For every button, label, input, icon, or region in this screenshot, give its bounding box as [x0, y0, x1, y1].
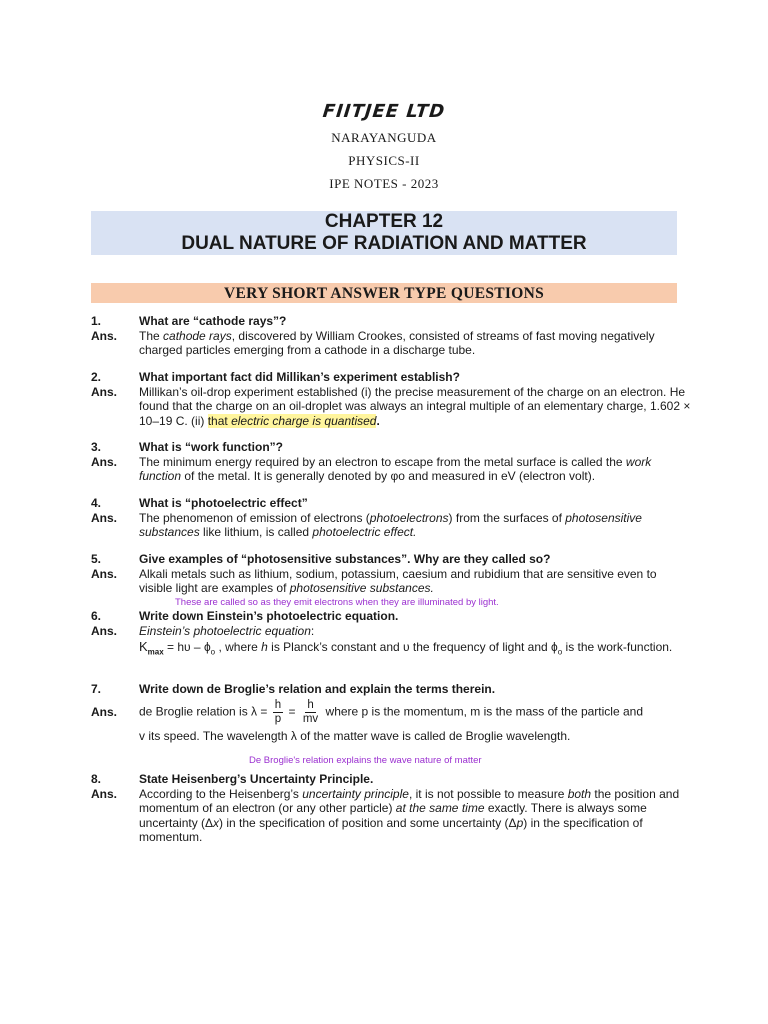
question-text: What is “work function”?	[139, 440, 283, 454]
chapter-banner	[91, 211, 677, 255]
debroglie-note: De Broglie's relation explains the wave nature of matter	[249, 755, 482, 766]
qa-item-7	[91, 682, 691, 743]
question-text: Give examples of “photosensitive substances”. Why are they called so?	[139, 552, 551, 566]
section-title: VERY SHORT ANSWER TYPE QUESTIONS	[91, 283, 677, 303]
answer-text: Einstein’s photoelectric equation:	[139, 623, 315, 638]
question-text: What important fact did Millikan’s experiment establish?	[139, 370, 460, 384]
answer-label: Ans.	[91, 704, 118, 719]
answer-text: Millikan’s oil-drop experiment established (i) the precise measurement of the charge on an electron. He found that the charge on an oil-droplet was always an integral multiple of an elementary charge, 1.602 × 10–19 C. (ii) that electric charge is quantised.	[139, 384, 691, 428]
question-number: 4.	[91, 496, 102, 510]
chapter-number: CHAPTER 12	[324, 211, 444, 232]
company-logo: FIITJEE LTD	[321, 101, 447, 122]
fraction-h-over-p: $\frac{h}{p}$	[274, 698, 282, 725]
question-number: 7.	[91, 682, 102, 696]
highlighted-text: that electric charge is quantised	[207, 413, 377, 428]
question-number: 6.	[91, 609, 102, 623]
qa-item-8	[91, 772, 691, 845]
question-text: What are “cathode rays”?	[139, 314, 287, 328]
qa-item-6	[91, 609, 691, 660]
question-number: 8.	[91, 772, 102, 786]
question-text: State Heisenberg’s Uncertainty Principle.	[139, 772, 374, 786]
question-text: Write down de Broglie’s relation and explain the terms therein.	[139, 682, 496, 696]
notes-title: IPE NOTES - 2023	[329, 176, 439, 191]
debroglie-equation: de Broglie relation is λ = $\frac{h}{p}$ = $\frac{h}{mv}$ where p is the momentum, m is the mass of the particle and	[139, 698, 643, 725]
question-number: 1.	[91, 314, 102, 328]
answer-text: Alkali metals such as lithium, sodium, potassium, caesium and rubidium that are sensitive even to visible light are examples of photosensitive substances.	[139, 566, 657, 595]
question-text: What is “photoelectric effect”	[139, 496, 308, 510]
answer-label: Ans.	[91, 384, 118, 399]
answer-text: According to the Heisenberg’s uncertainty principle, it is not possible to measure both the position and momentum of an electron (or any other particle) at the same time exactly. There is always some uncertainty (Δx) in the specification of position and some uncertainty (Δp) in the specification of momentum.	[139, 786, 680, 844]
answer-text: The cathode rays, discovered by William Crookes, consisted of streams of fast moving negatively charged particles emerging from a cathode in a discharge tube.	[139, 328, 655, 357]
subject-name: PHYSICS-II	[348, 153, 420, 168]
answer-text: The minimum energy required by an electron to escape from the metal surface is called the work function of the metal. It is generally denoted by φo and measured in eV (electron volt).	[139, 454, 652, 483]
answer-label: Ans.	[91, 454, 118, 469]
qa-item-5	[91, 552, 691, 596]
branch-name: NARAYANGUDA	[331, 130, 437, 145]
answer-text: The phenomenon of emission of electrons (photoelectrons) from the surfaces of photosensitive substances like lithium, is called photoelectric effect.	[139, 510, 642, 539]
answer-label: Ans.	[91, 510, 118, 525]
question-number: 2.	[91, 370, 102, 384]
fraction-h-over-mv: $\frac{h}{mv}$	[302, 698, 319, 725]
qa-item-3	[91, 440, 691, 484]
answer-label: Ans.	[91, 623, 118, 638]
qa-item-4	[91, 496, 691, 540]
question-text: Write down Einstein’s photoelectric equation.	[139, 609, 399, 623]
qa-item-2	[91, 370, 691, 428]
photosensitive-note: These are called so as they emit electrons when they are illuminated by light.	[175, 597, 499, 608]
einstein-equation: $K_{max} = h\upsilon - \phi_o$ , where h is Planck’s constant and υ the frequency of light and $\phi_o$ is the work-function.	[139, 639, 673, 657]
answer-label: Ans.	[91, 566, 118, 581]
answer-label: Ans.	[91, 328, 118, 343]
question-number: 5.	[91, 552, 102, 566]
answer-text: v its speed. The wavelength λ of the matter wave is called de Broglie wavelength.	[139, 728, 571, 743]
question-number: 3.	[91, 440, 102, 454]
answer-label: Ans.	[91, 786, 118, 801]
qa-item-1	[91, 314, 691, 358]
chapter-title: DUAL NATURE OF RADIATION AND MATTER	[181, 233, 587, 254]
